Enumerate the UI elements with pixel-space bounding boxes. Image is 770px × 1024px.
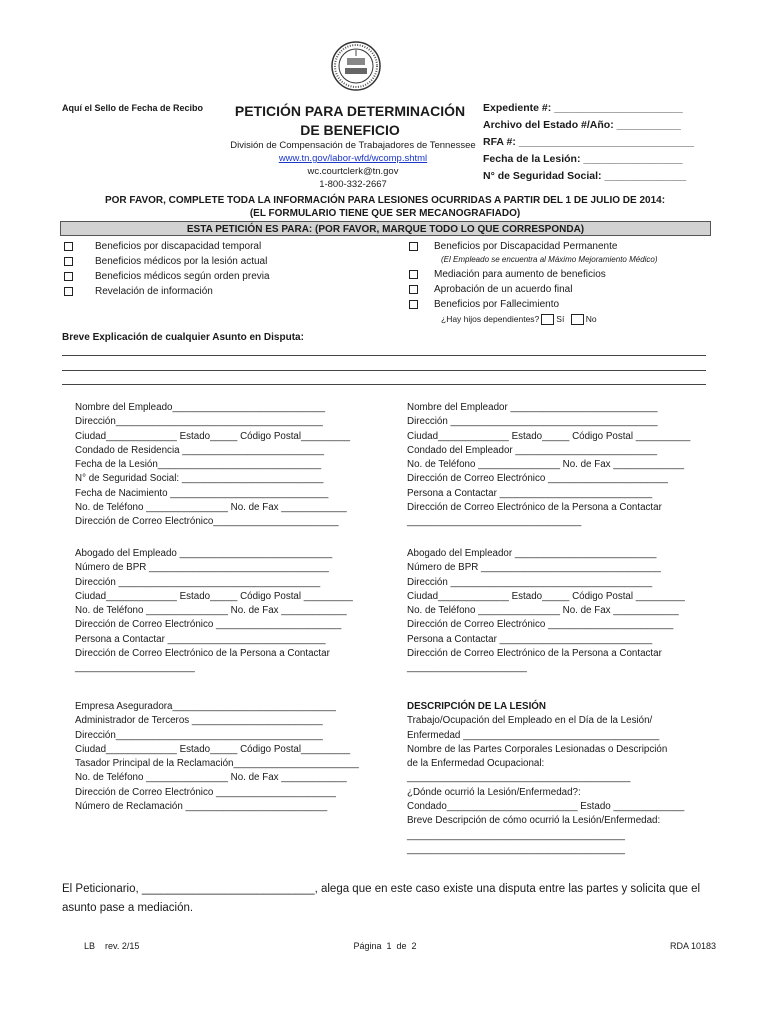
employee-attorney-city-field[interactable]: Ciudad_____________ Estado_____ Código Postal _________ (75, 590, 353, 602)
insurer-city-field[interactable]: Ciudad_____________ Estado_____ Código Postal_________ (75, 743, 351, 755)
employee-name-field[interactable]: Nombre del Empleado____________________________ (75, 402, 326, 413)
employer-attorney-phone-field[interactable]: No. de Teléfono _______________ No. de Fax ____________ (407, 605, 679, 617)
employee-address-field[interactable]: Dirección______________________________________ (75, 416, 323, 428)
employer-contact-email-label: Dirección de Correo Electrónico de la Persona a Contactar (407, 502, 662, 514)
option-prior-order-medical[interactable]: Beneficios médicos según orden previa (64, 271, 270, 283)
permanent-disability-note: (El Empleado se encuentra al Máximo Mejoramiento Médico) (441, 255, 658, 264)
form-code: RDA 10183 (670, 941, 717, 951)
instructions-line-2: (EL FORMULARIO TIENE QUE SER MECANOGRAFIADO) (249, 208, 521, 219)
injury-how-field-1[interactable]: ________________________________________ (407, 829, 625, 841)
receipt-stamp-note: Aquí el Sello de Fecha de Recibo (62, 103, 204, 113)
injury-location-label: ¿Dónde ocurrió la Lesión/Enfermedad?: (407, 786, 581, 798)
insurer-section (75, 701, 359, 815)
petitioner-statement-line-2: asunto pase a mediación. (62, 902, 194, 914)
employer-county-field[interactable]: Condado del Empleador __________________________ (407, 444, 658, 456)
insurer-address-field[interactable]: Dirección______________________________________ (75, 729, 323, 741)
injury-body-parts-label: Nombre de las Partes Corporales Lesionadas o Descripción (407, 743, 668, 755)
page-number: Página 1 de 2 (353, 941, 417, 951)
employee-city-field[interactable]: Ciudad_____________ Estado_____ Código Postal_________ (75, 430, 351, 442)
employee-ssn-field[interactable]: N° de Seguridad Social: __________________________ (75, 473, 324, 485)
employer-contact-field[interactable]: Persona a Contactar ____________________________ (407, 487, 653, 499)
checkbox[interactable] (409, 285, 418, 294)
claim-number-field[interactable]: Número de Reclamación __________________________ (75, 801, 328, 813)
third-party-admin-field[interactable]: Administrador de Terceros ________________________ (75, 715, 323, 727)
insurer-email-field[interactable]: Dirección de Correo Electrónico ______________________ (75, 786, 336, 798)
employer-attorney-field[interactable]: Abogado del Empleador __________________________ (407, 548, 657, 559)
option-temporary-disability[interactable]: Beneficios por discapacidad temporal (64, 241, 261, 253)
yes-checkbox[interactable] (541, 314, 554, 325)
injury-how-label: Breve Descripción de cómo ocurrió la Lesión/Enfermedad: (407, 815, 661, 827)
checkbox[interactable] (409, 270, 418, 279)
option-settlement-approval[interactable]: Aprobación de un acuerdo final (409, 284, 572, 296)
employer-attorney-bpr-field[interactable]: Número de BPR _________________________________ (407, 562, 661, 574)
employer-attorney-email-field[interactable]: Dirección de Correo Electrónico _______________________ (407, 619, 674, 631)
injury-county-state-field[interactable]: Condado________________________ Estado _____________ (407, 801, 685, 813)
employer-attorney-section (407, 548, 685, 677)
form-title: PETICIÓN PARA DETERMINACIÓN DE BENEFICIO (234, 103, 466, 138)
checkbox[interactable] (64, 257, 73, 266)
case-number-field[interactable]: Expediente #: ______________________ (483, 102, 683, 114)
insurer-phone-field[interactable]: No. de Teléfono _______________ No. de Fax ____________ (75, 772, 347, 784)
injury-date-field[interactable]: Fecha de la Lesión: _________________ (483, 153, 683, 165)
case-fields (483, 102, 694, 187)
employee-attorney-contact-field[interactable]: Persona a Contactar _____________________________ (75, 633, 326, 645)
rfa-field[interactable]: RFA #: ______________________________ (483, 136, 694, 148)
instructions-line-1: POR FAVOR, COMPLETE TODA LA INFORMACIÓN PARA LESIONES OCURRIDAS A PARTIR DEL 1 DE JULIO DE 2014: (104, 195, 666, 206)
employer-attorney-address-field[interactable]: Dirección _____________________________________ (407, 576, 653, 588)
no-checkbox[interactable] (571, 314, 584, 325)
employee-attorney-phone-field[interactable]: No. de Teléfono _______________ No. de Fax ____________ (75, 605, 347, 617)
form-revision: LB rev. 2/15 (84, 941, 140, 951)
employee-attorney-bpr-field[interactable]: Número de BPR _________________________________ (75, 562, 329, 574)
ssn-field[interactable]: N° de Seguridad Social: ______________ (483, 170, 687, 182)
employee-phone-field[interactable]: No. de Teléfono _______________ No. de Fax ____________ (75, 502, 347, 514)
checkbox[interactable] (64, 272, 73, 281)
employee-county-field[interactable]: Condado de Residencia __________________________ (75, 444, 324, 456)
employer-phone-field[interactable]: No. de Teléfono _______________ No. de Fax _____________ (407, 459, 685, 471)
employer-email-field[interactable]: Dirección de Correo Electrónico ______________________ (407, 473, 668, 485)
dispute-line-1[interactable] (62, 355, 706, 356)
employer-attorney-contact-field[interactable]: Persona a Contactar ____________________________ (407, 633, 653, 645)
employee-attorney-contact-email-label: Dirección de Correo Electrónico de la Persona a Contactar (75, 648, 330, 660)
injury-occupation-label: Trabajo/Ocupación del Empleado en el Día de la Lesión/ (407, 715, 653, 727)
checkbox[interactable] (409, 300, 418, 309)
division-name: División de Compensación de Trabajadores de Tennessee (230, 140, 476, 151)
phone-number: 1-800-332-2667 (319, 179, 387, 190)
option-mediation[interactable]: Mediación para aumento de beneficios (409, 269, 606, 281)
employee-attorney-section (75, 548, 353, 677)
checkbox[interactable] (64, 287, 73, 296)
employee-attorney-field[interactable]: Abogado del Empleado ____________________________ (75, 548, 333, 559)
petition-purpose-banner: ESTA PETICIÓN ES PARA: (POR FAVOR, MARQUE TODO LO QUE CORRESPONDA) (60, 221, 711, 236)
employee-injury-date-field[interactable]: Fecha de la Lesión______________________________ (75, 459, 322, 471)
claims-adjuster-field[interactable]: Tasador Principal de la Reclamación_______________________ (75, 758, 359, 770)
employer-section (407, 402, 690, 531)
option-current-medical[interactable]: Beneficios médicos por la lesión actual (64, 256, 267, 268)
checkbox[interactable] (409, 242, 418, 251)
dispute-line-3[interactable] (62, 384, 706, 385)
dispute-line-2[interactable] (62, 370, 706, 371)
employee-attorney-contact-email-field[interactable]: ______________________ (75, 662, 195, 674)
petitioner-statement-line-1: El Peticionario, ___________________________, alega que en este caso existe una disputa entre las partes y solicita que el (62, 883, 701, 895)
injury-how-field-2[interactable]: ________________________________________ (407, 843, 625, 855)
employer-city-field[interactable]: Ciudad_____________ Estado_____ Código Postal __________ (407, 430, 691, 442)
employer-contact-email-field[interactable]: ________________________________ (407, 516, 582, 528)
injury-section (407, 701, 684, 858)
insurer-company-field[interactable]: Empresa Aseguradora______________________________ (75, 701, 336, 712)
website-link[interactable]: www.tn.gov/labor-wfd/wcomp.shtml (278, 153, 428, 164)
employer-attorney-contact-email-label: Dirección de Correo Electrónico de la Persona a Contactar (407, 648, 662, 660)
employee-attorney-email-field[interactable]: Dirección de Correo Electrónico _______________________ (75, 619, 342, 631)
employer-name-field[interactable]: Nombre del Empleador ___________________________ (407, 402, 658, 413)
employee-section (75, 402, 350, 531)
option-permanent-disability[interactable]: Beneficios por Discapacidad Permanente (409, 241, 617, 253)
injury-body-parts-label-2: de la Enfermedad Ocupacional: (407, 758, 545, 770)
employee-email-field[interactable]: Dirección de Correo Electrónico_______________________ (75, 516, 339, 528)
injury-body-parts-field[interactable]: _________________________________________ (407, 772, 631, 784)
injury-occupation-field[interactable]: Enfermedad ____________________________________ (407, 729, 660, 741)
court-clerk-email: wc.courtclerk@tn.gov (307, 166, 399, 177)
option-death-benefits[interactable]: Beneficios por Fallecimiento (409, 299, 559, 311)
dispute-label: Breve Explicación de cualquier Asunto en Disputa: (62, 332, 304, 343)
employer-attorney-city-field[interactable]: Ciudad_____________ Estado_____ Código Postal _________ (407, 590, 685, 602)
tennessee-state-seal (330, 40, 382, 92)
employer-address-field[interactable]: Dirección ______________________________________ (407, 416, 658, 428)
checkbox[interactable] (64, 242, 73, 251)
option-information-disclosure[interactable]: Revelación de información (64, 286, 213, 298)
dependent-children-question: ¿Hay hijos dependientes? Sí No (441, 314, 597, 324)
employee-birthdate-field[interactable]: Fecha de Nacimiento _____________________________ (75, 487, 329, 499)
state-file-field[interactable]: Archivo del Estado #/Año: ___________ (483, 119, 681, 131)
employer-attorney-contact-email-field[interactable]: ______________________ (407, 662, 527, 674)
injury-heading: DESCRIPCIÓN DE LA LESIÓN (407, 701, 546, 712)
employee-attorney-address-field[interactable]: Dirección _____________________________________ (75, 576, 321, 588)
